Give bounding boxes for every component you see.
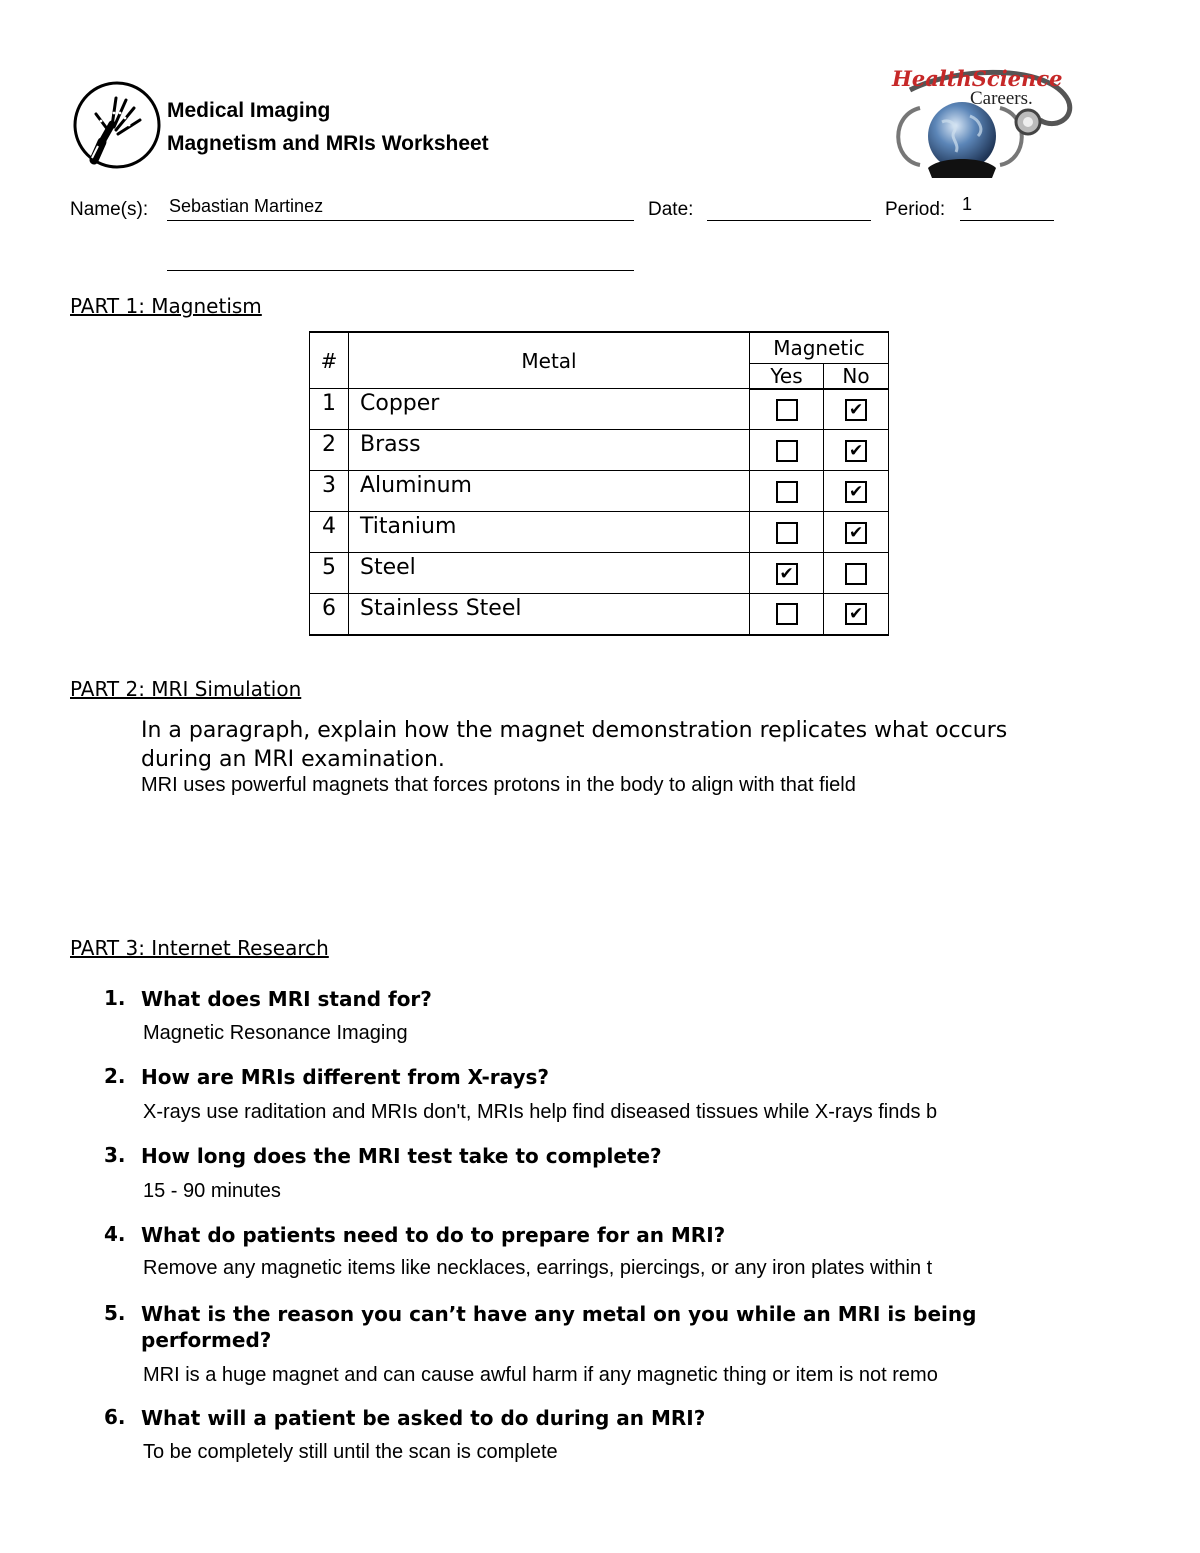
metal-number: 1 [310,389,349,430]
answer-text[interactable]: To be completely still until the scan is complete [143,1441,558,1463]
no-checkbox[interactable] [845,563,867,585]
name-field-second-line[interactable] [167,246,634,271]
metal-name: Aluminum [349,471,750,512]
part2-answer[interactable]: MRI uses powerful magnets that forces protons in the body to align with that field [141,774,856,796]
question-number: 2. [104,1064,126,1088]
col-header-number: # [310,332,349,389]
no-checkbox[interactable] [845,481,867,503]
part2-heading: PART 2: MRI Simulation [70,677,302,701]
yes-checkbox[interactable] [776,522,798,544]
yes-cell [750,594,824,635]
question-text: How are MRIs different from X-rays? [141,1065,550,1089]
question-number: 4. [104,1222,126,1246]
yes-checkbox[interactable] [776,603,798,625]
metal-row [310,389,889,430]
metal-number: 6 [310,594,349,635]
col-header-metal: Metal [349,332,750,389]
yes-checkbox[interactable] [776,563,798,585]
no-cell [824,389,889,430]
answer-text[interactable]: MRI is a huge magnet and can cause awful harm if any magnetic thing or item is not remo [143,1364,938,1386]
yes-checkbox[interactable] [776,399,798,421]
yes-cell [750,389,824,430]
no-checkbox[interactable] [845,399,867,421]
answer-text[interactable]: X-rays use raditation and MRIs don't, MRIs help find diseased tissues while X-rays finds b [143,1101,938,1123]
question-text: How long does the MRI test take to complete? [141,1144,662,1168]
metal-name: Steel [349,553,750,594]
date-label: Date: [648,199,694,220]
metal-name: Stainless Steel [349,594,750,635]
title-block [167,94,489,160]
question-text: What do patients need to do to prepare for an MRI? [141,1223,726,1247]
question-number: 3. [104,1143,126,1167]
metal-rows [310,389,889,635]
period-field[interactable] [960,194,1054,221]
date-field[interactable] [707,194,871,221]
no-cell [824,553,889,594]
yes-cell [750,553,824,594]
name-value: Sebastian Martinez [169,196,324,216]
yes-checkbox[interactable] [776,440,798,462]
col-header-yes: Yes [750,363,824,389]
yes-cell [750,430,824,471]
answer-text[interactable]: Remove any magnetic items like necklaces, earrings, piercings, or any iron plates within t [143,1257,933,1279]
no-checkbox[interactable] [845,522,867,544]
logo-text: HealthScience [892,66,1063,91]
metal-number: 4 [310,512,349,553]
metal-number: 3 [310,471,349,512]
question-number: 6. [104,1405,126,1429]
question-number: 1. [104,986,126,1010]
hand-xray-logo-icon [72,80,162,170]
col-header-magnetic: Magnetic [750,332,889,363]
metal-name: Brass [349,430,750,471]
course-title: Medical Imaging [167,99,331,122]
period-value: 1 [962,194,973,214]
name-label: Name(s): [70,199,149,220]
period-label: Period: [885,199,946,220]
metal-table [309,331,889,636]
no-cell [824,471,889,512]
metal-row [310,594,889,635]
part3-heading: PART 3: Internet Research [70,936,329,960]
no-checkbox[interactable] [845,440,867,462]
metal-row [310,512,889,553]
name-field[interactable] [167,194,634,221]
logo-subtext: Careers. [970,88,1033,109]
no-cell [824,430,889,471]
yes-checkbox[interactable] [776,481,798,503]
question-number: 5. [104,1301,126,1325]
metal-name: Titanium [349,512,750,553]
metal-number: 5 [310,553,349,594]
question-text: What is the reason you can’t have any metal on you while an MRI is being performed? [141,1302,977,1352]
answer-text[interactable]: 15 - 90 minutes [143,1180,281,1202]
question-text: What does MRI stand for? [141,987,432,1011]
yes-cell [750,512,824,553]
part1-heading: PART 1: Magnetism [70,294,262,318]
metal-number: 2 [310,430,349,471]
metal-row [310,430,889,471]
metal-name: Copper [349,389,750,430]
part2-prompt: In a paragraph, explain how the magnet demonstration replicates what occurs during an MRI examination. [141,718,1008,772]
no-cell [824,512,889,553]
metal-row [310,553,889,594]
metal-row [310,471,889,512]
col-header-no: No [824,363,889,389]
yes-cell [750,471,824,512]
answer-text[interactable]: Magnetic Resonance Imaging [143,1022,408,1044]
no-checkbox[interactable] [845,603,867,625]
no-cell [824,594,889,635]
worksheet-title: Magnetism and MRIs Worksheet [167,132,489,155]
question-text: What will a patient be asked to do during an MRI? [141,1406,706,1430]
health-science-careers-logo [880,60,1080,180]
